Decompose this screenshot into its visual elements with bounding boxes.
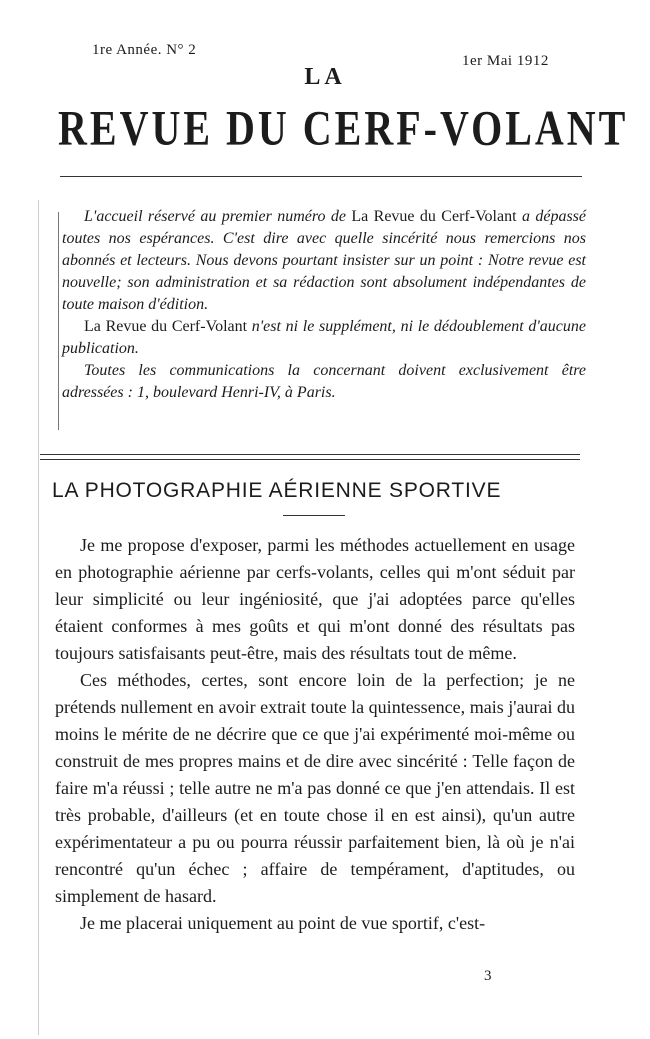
notice-paragraph [62,206,586,316]
issue-number: 1re Année. N° 2 [92,42,197,58]
issue-date: 1er Mai 1912 [462,53,549,69]
masthead-rule [60,176,582,177]
article-title: LA PHOTOGRAPHIE AÉRIENNE SPORTIVE [52,479,502,502]
section-rule [40,459,580,460]
notice-text: a dépassé toutes nos espérances. C'est dire avec quelle sincérité nous remercions nos abonnés et lecteurs. Nous devons pourtant insister sur un point : Notre revue est nouvelle; son administration et sa rédaction sont absolument indépendantes de toute maison d'édition. [62,208,586,313]
article-paragraph: Je me propose d'exposer, parmi les méthodes actuellement en usage en photographie aérienne par cerfs-volants, celles qui m'ont séduit par leur simplicité ou leur ingéniosité, que j'ai adoptées parce qu'elles étaient conformes à mes goûts et qui m'ont donné des résultats pas toujours satisfaisants peut-être, mais des résultats tout de même. [55,535,575,663]
section-rule [40,454,580,455]
journal-name: La Revue du Cerf-Volant [351,208,517,225]
notice-text: L'accueil réservé au premier numéro de [84,208,352,225]
page-edge-line [38,200,39,1035]
masthead-title: REVUE DU CERF-VOLANT [58,99,629,156]
editorial-notice [62,206,586,404]
notice-paragraph: Toutes les communications la concernant doivent exclusivement être adressées : 1, boulevard Henri-IV, à Paris. [62,362,586,401]
article-paragraph: Ces méthodes, certes, sont encore loin de la perfection; je ne prétends nullement en avoir extrait toute la quintessence, mais j'aurai du moins le mérite de ne décrire que ce que j'ai expérimenté moi-même ou construit de mes propres mains et de dire avec sincérité : Telle façon de faire m'a réussi ; telle autre ne m'a pas donné ce que j'en attendais. Il est très probable, d'ailleurs (et en toute chose il en est ainsi), qu'un autre expérimentateur a pu ou pourra réussir parfaitement bien, là où je n'ai rencontré qu'un échec ; affaire de tempérament, d'aptitudes, ou simplement de hasard. [55,670,575,906]
intro-margin-bar [58,212,59,430]
notice-paragraph [62,316,586,360]
masthead-article: LA [304,64,346,90]
page-number: 3 [484,968,492,984]
journal-name: La Revue du Cerf-Volant [84,318,248,335]
article-paragraph: Je me placerai uniquement au point de vue sportif, c'est- [80,913,486,933]
article-body [55,532,575,937]
notice-text: n'est ni le supplément, ni le dédoublement d'aucune publication. [62,318,586,357]
title-underline [283,515,345,516]
